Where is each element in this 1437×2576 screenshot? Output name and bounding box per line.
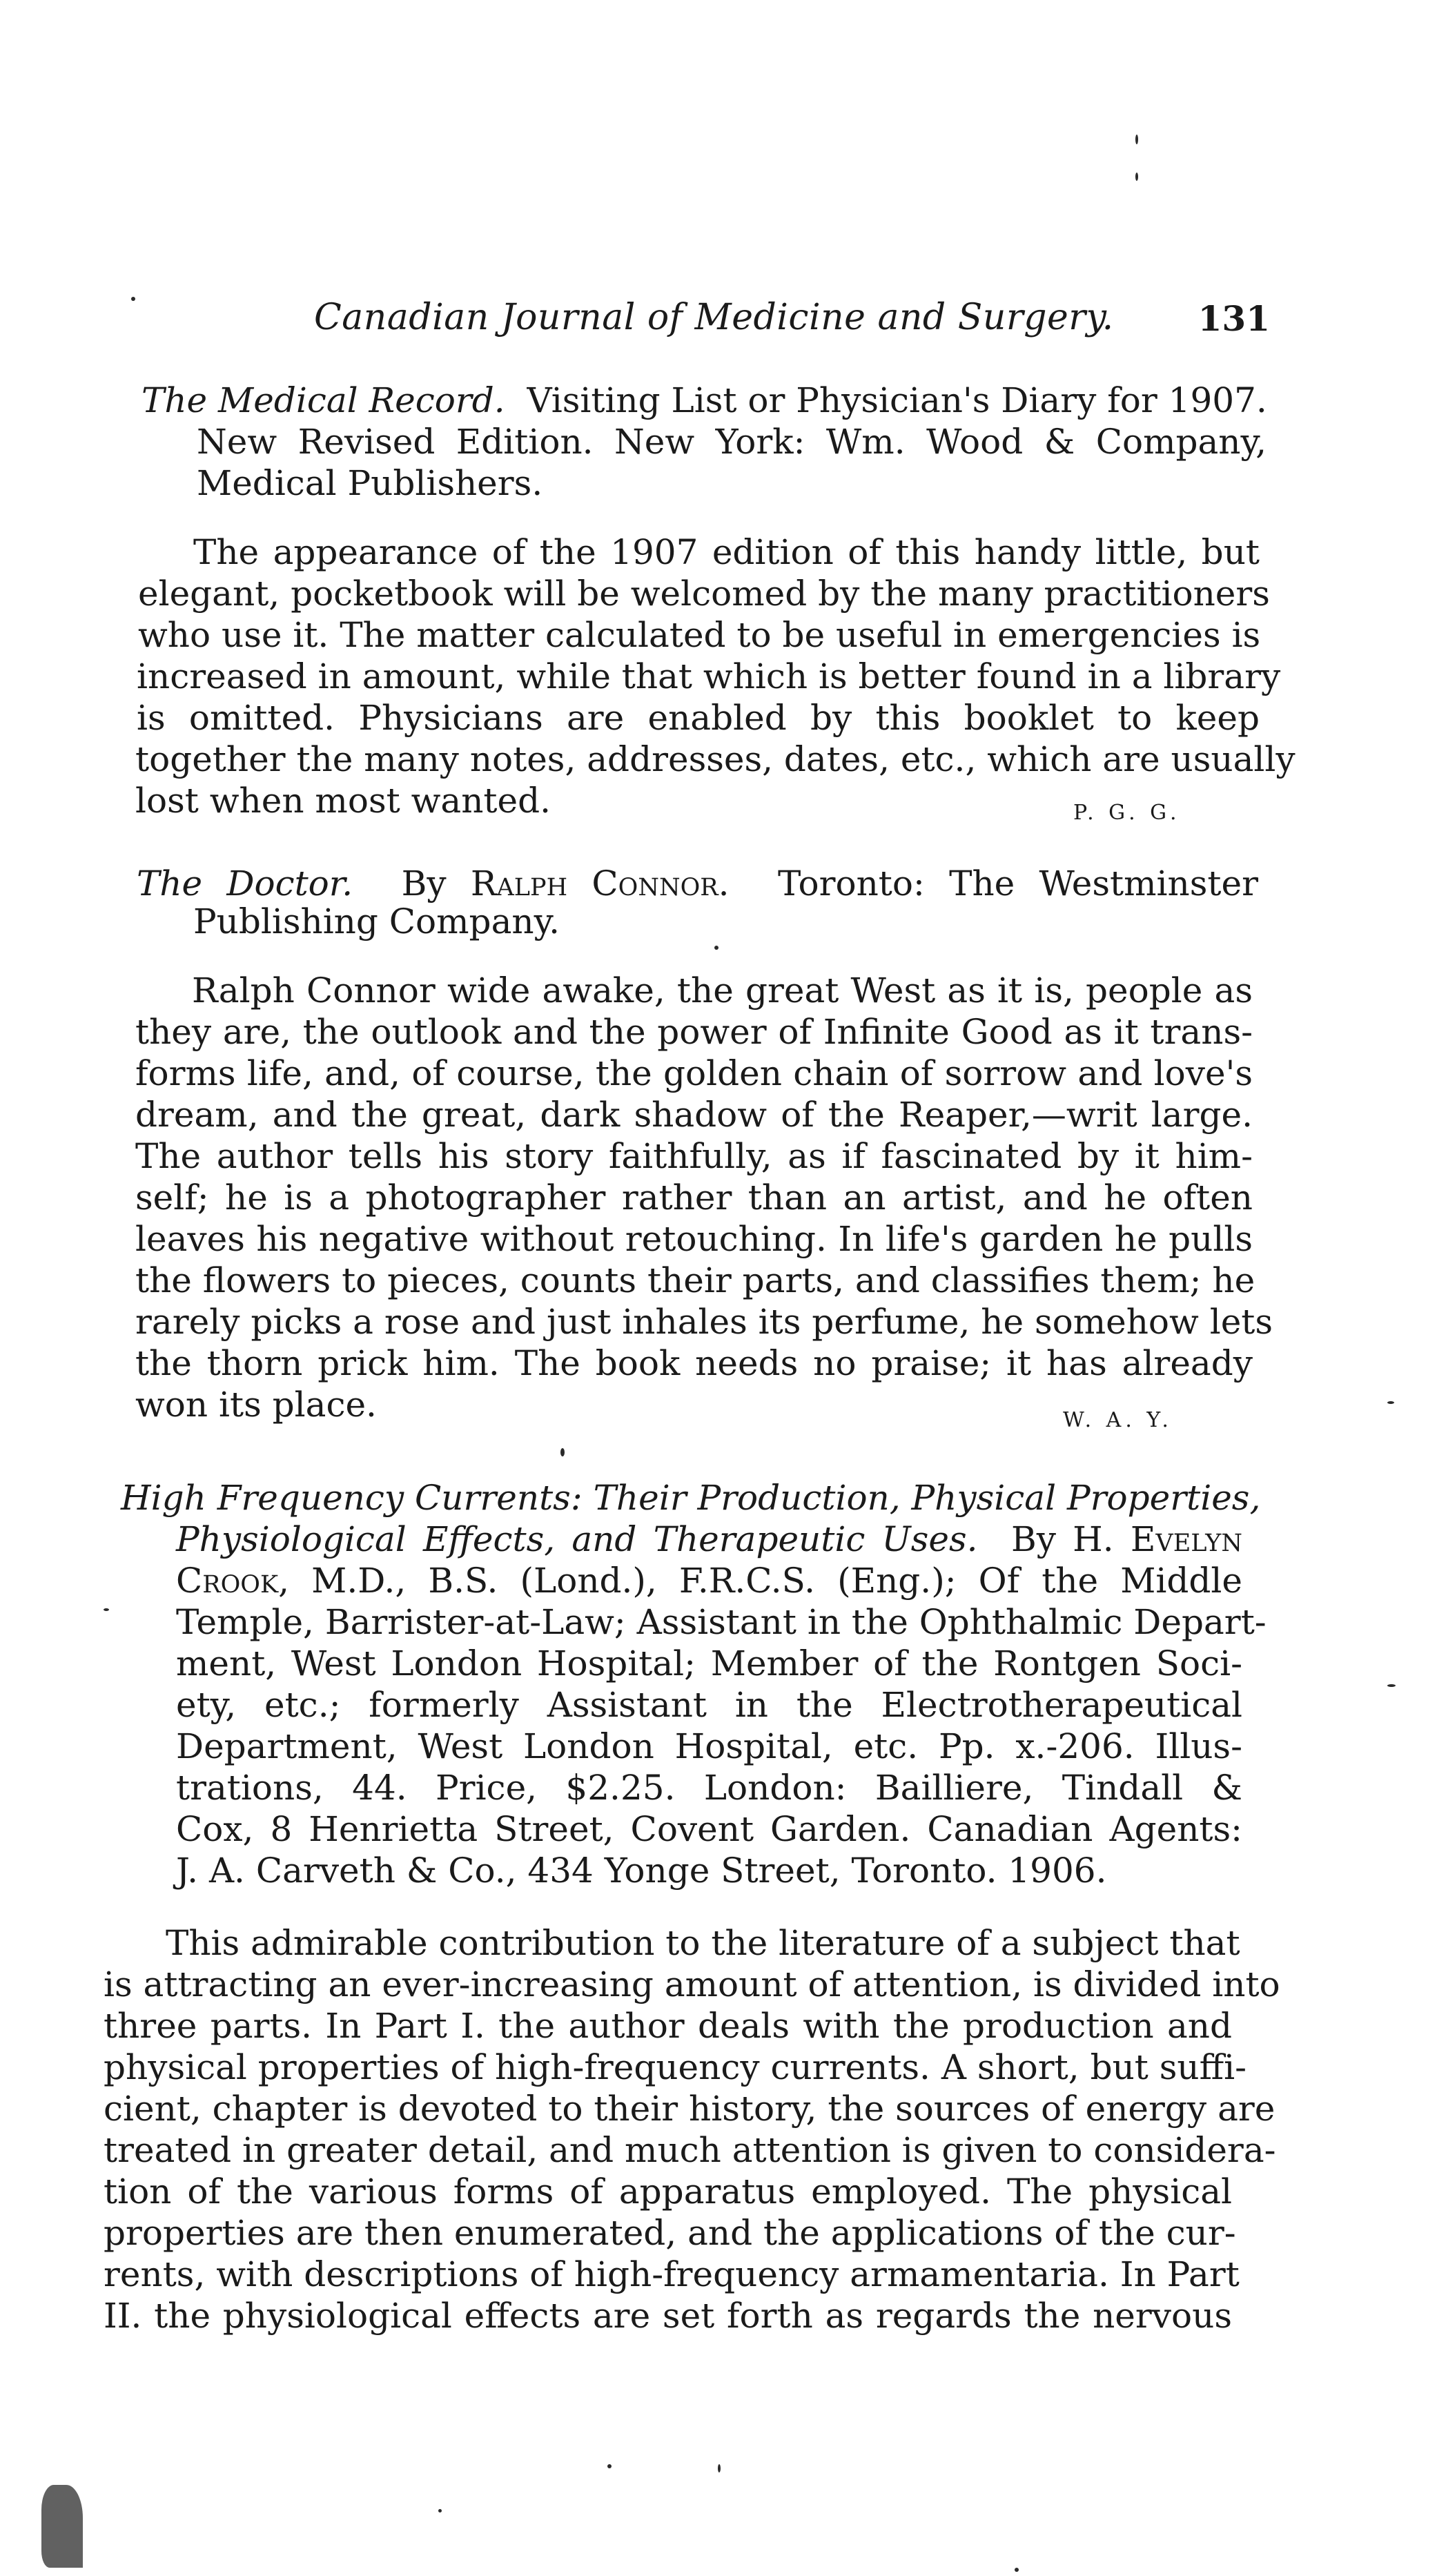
body-line: self; he is a photographer rather than an artist, and he often (135, 1178, 1253, 1218)
scan-speck (718, 2464, 721, 2472)
body-line: This admirable contribution to the literature of a subject that (166, 1923, 1240, 1963)
scan-speck (104, 1608, 109, 1611)
body-line: II. the physiological effects are set forth as regards the nervous (104, 2296, 1232, 2336)
body-line: forms life, and, of course, the golden chain of sorrow and love's (135, 1053, 1253, 1093)
body-line: The appearance of the 1907 edition of this handy little, but (193, 532, 1260, 572)
review-heading-line: Physiological Effects, and Therapeutic Uses. By H. Evelyn (176, 1519, 1242, 1559)
running-title: Canadian Journal of Medicine and Surgery. (314, 297, 1114, 338)
review-heading-text: Visiting List or Physician's Diary for 1907. (527, 380, 1267, 420)
review-heading-line: Publishing Company. (193, 901, 560, 941)
body-line: leaves his negative without retouching. In life's garden he pulls (135, 1219, 1253, 1259)
review-author: Ralph Connor. (470, 863, 730, 904)
review-signature: P. G. G. (1073, 801, 1181, 825)
body-line: tion of the various forms of apparatus employed. The physical (104, 2172, 1232, 2212)
body-line: they are, the outlook and the power of Infinite Good as it trans- (135, 1012, 1253, 1052)
body-line: increased in amount, while that which is better found in a library (137, 656, 1281, 696)
scan-corner-smudge (41, 2485, 83, 2568)
body-line: cient, chapter is devoted to their history, the sources of energy are (104, 2089, 1275, 2129)
review-author: Evelyn (1130, 1519, 1242, 1559)
scan-speck (1387, 1684, 1396, 1687)
body-line: dream, and the great, dark shadow of the Reaper,—writ large. (135, 1095, 1253, 1135)
review-heading-line (197, 421, 1267, 462)
review-heading-line: Medical Publishers. (197, 463, 543, 503)
body-line: is omitted. Physicians are enabled by this booklet to keep (137, 698, 1260, 738)
body-line: The author tells his story faithfully, as if fascinated by it him- (135, 1136, 1253, 1176)
review-title: The Medical Record. (141, 380, 505, 420)
review-title: The Doctor. (137, 863, 353, 904)
review-heading-line: ment, West London Hospital; Member of the Rontgen Soci- (176, 1643, 1242, 1684)
running-head (138, 297, 1270, 359)
review-heading-text: New Revised Edition. New York: Wm. Wood & Company, (197, 422, 1267, 462)
body-line: treated in greater detail, and much attention is given to considera- (104, 2130, 1276, 2170)
review-heading-line: Cox, 8 Henrietta Street, Covent Garden. Canadian Agents: (176, 1809, 1242, 1849)
scan-speck (438, 2509, 442, 2512)
scan-speck (1135, 173, 1138, 181)
body-line: the thorn prick him. The book needs no praise; it has already (135, 1343, 1253, 1383)
scan-speck (607, 2464, 612, 2468)
scan-speck (131, 297, 135, 301)
body-line: elegant, pocketbook will be welcomed by the many practitioners (138, 574, 1270, 614)
body-line: won its place. (135, 1385, 377, 1425)
review-title: Physiological Effects, and Therapeutic Uses. (176, 1519, 978, 1559)
review-heading-line: The Doctor. By Ralph Connor. Toronto: The Westminster (137, 863, 1258, 904)
review-heading-line: Department, West London Hospital, etc. Pp. x.-206. Illus- (176, 1726, 1242, 1766)
scan-speck (560, 1448, 565, 1456)
body-line: is attracting an ever-increasing amount of attention, is divided into (104, 1964, 1280, 2004)
review-heading-line: trations, 44. Price, $2.25. London: Bailliere, Tindall & (176, 1768, 1242, 1808)
scan-speck (1015, 2568, 1019, 2572)
review-heading-line: ety, etc.; formerly Assistant in the Electrotherapeutical (176, 1685, 1242, 1725)
body-line: rents, with descriptions of high-frequency armamentaria. In Part (104, 2254, 1240, 2294)
review-heading-line (141, 380, 1267, 421)
scan-speck (1135, 135, 1138, 144)
body-line: the flowers to pieces, counts their parts, and classifies them; he (135, 1260, 1255, 1300)
body-line: Ralph Connor wide awake, the great West as it is, people as (192, 970, 1253, 1011)
body-line: properties are then enumerated, and the applications of the cur- (104, 2213, 1236, 2253)
review-title-line (121, 1477, 1261, 1519)
body-line: physical properties of high-frequency currents. A short, but suffi- (104, 2047, 1247, 2087)
scan-speck (714, 946, 718, 950)
review-heading-line: Crook, M.D., B.S. (Lond.), F.R.C.S. (Eng.); Of the Middle (176, 1561, 1242, 1601)
page-number: 131 (1198, 298, 1270, 339)
review-title: High Frequency Currents: Their Production, Physical Properties, (121, 1478, 1261, 1518)
review-signature: W. A. Y. (1063, 1408, 1173, 1432)
body-line: together the many notes, addresses, dates, etc., which are usually (135, 739, 1296, 779)
body-line: who use it. The matter calculated to be useful in emergencies is (138, 615, 1261, 655)
review-heading-line: Temple, Barrister-at-Law; Assistant in the Ophthalmic Depart- (176, 1602, 1267, 1642)
scan-speck (1387, 1401, 1394, 1404)
body-line: rarely picks a rose and just inhales its perfume, he somehow lets (135, 1302, 1273, 1342)
review-author: Crook, (176, 1561, 290, 1601)
body-line: three parts. In Part I. the author deals with the production and (104, 2006, 1232, 2046)
review-heading-line: J. A. Carveth & Co., 434 Yonge Street, Toronto. 1906. (176, 1851, 1107, 1891)
body-line: lost when most wanted. (135, 781, 551, 821)
